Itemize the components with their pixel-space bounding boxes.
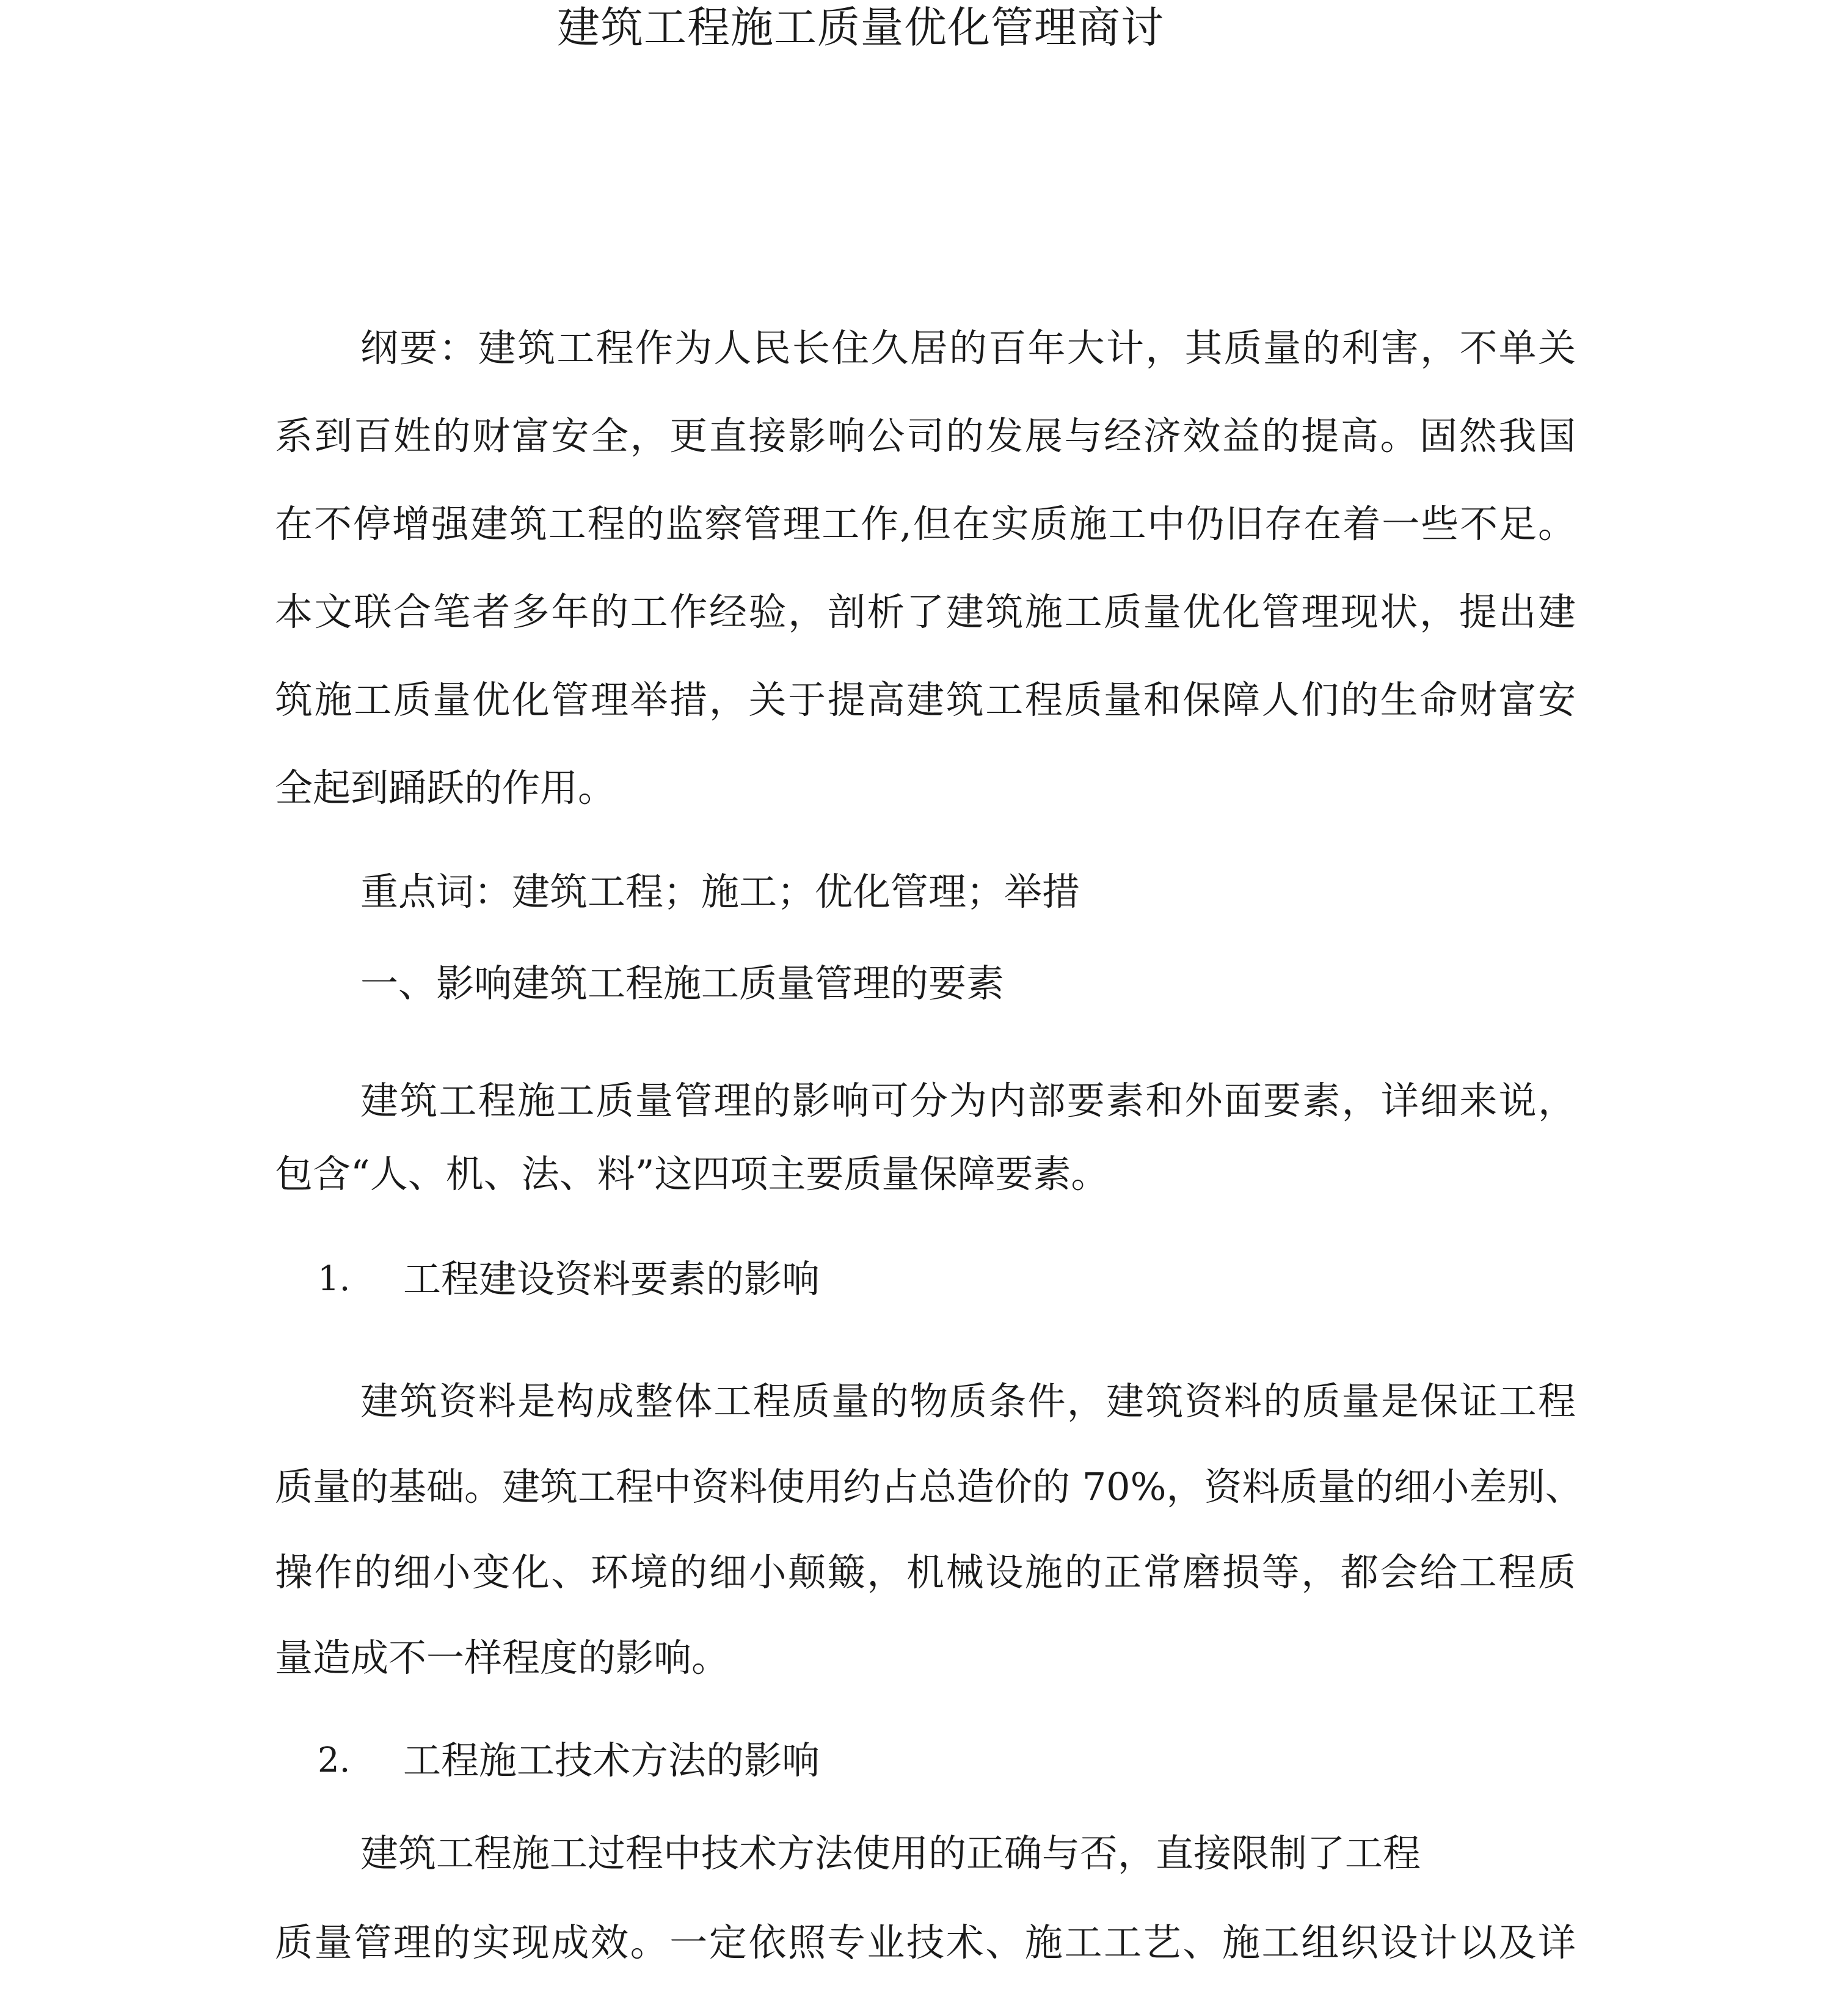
abstract-line: 本文联合笔者多年的工作经验，剖析了建筑施工质量优化管理现状，提出建 xyxy=(275,590,1576,634)
item-paragraph-line: 质量的基础。建筑工程中资料使用约占总造价的 70%，资料质量的细小差别、 xyxy=(275,1464,1583,1509)
abstract-line: 在不停增强建筑工程的监察管理工作,但在实质施工中仍旧存在着一些不足。 xyxy=(275,502,1576,546)
abstract-line: 系到百姓的财富安全，更直接影响公司的发展与经济效益的提高。固然我国 xyxy=(275,414,1576,458)
list-item-number: 1. xyxy=(318,1259,351,1299)
list-item-number: 2. xyxy=(318,1740,351,1780)
keywords: 重点词：建筑工程；施工；优化管理；举措 xyxy=(360,869,1080,914)
document-title: 建筑工程施工质量优化管理商讨 xyxy=(557,2,1164,53)
section-heading: 一、影响建筑工程施工质量管理的要素 xyxy=(360,961,1005,1006)
item-paragraph-line: 建筑资料是构成整体工程质量的物质条件，建筑资料的质量是保证工程 xyxy=(360,1379,1576,1423)
section-paragraph-line: 建筑工程施工质量管理的影响可分为内部要素和外面要素，详细来说， xyxy=(360,1078,1576,1123)
abstract-line: 全起到踊跃的作用。 xyxy=(275,765,616,810)
list-item-heading: 工程施工技术方法的影响 xyxy=(403,1738,820,1783)
item-paragraph-line: 量造成不一样程度的影响。 xyxy=(275,1635,730,1680)
section-paragraph-line: 包含“人、机、法、料”这四项主要质量保障要素。 xyxy=(275,1152,1109,1196)
abstract-line: 筑施工质量优化管理举措，关于提高建筑工程质量和保障人们的生命财富安 xyxy=(275,677,1576,722)
list-item-heading: 工程建设资料要素的影响 xyxy=(403,1257,820,1301)
item-paragraph-line: 质量管理的实现成效。一定依照专业技术、施工工艺、施工组织设计以及详 xyxy=(275,1920,1576,1965)
abstract-line: 纲要：建筑工程作为人民长住久居的百年大计，其质量的利害，不单关 xyxy=(360,326,1576,370)
item-paragraph-line: 操作的细小变化、环境的细小颠簸，机械设施的正常磨损等，都会给工程质 xyxy=(275,1550,1576,1594)
item-paragraph-line: 建筑工程施工过程中技术方法使用的正确与否，直接限制了工程 xyxy=(360,1831,1421,1875)
